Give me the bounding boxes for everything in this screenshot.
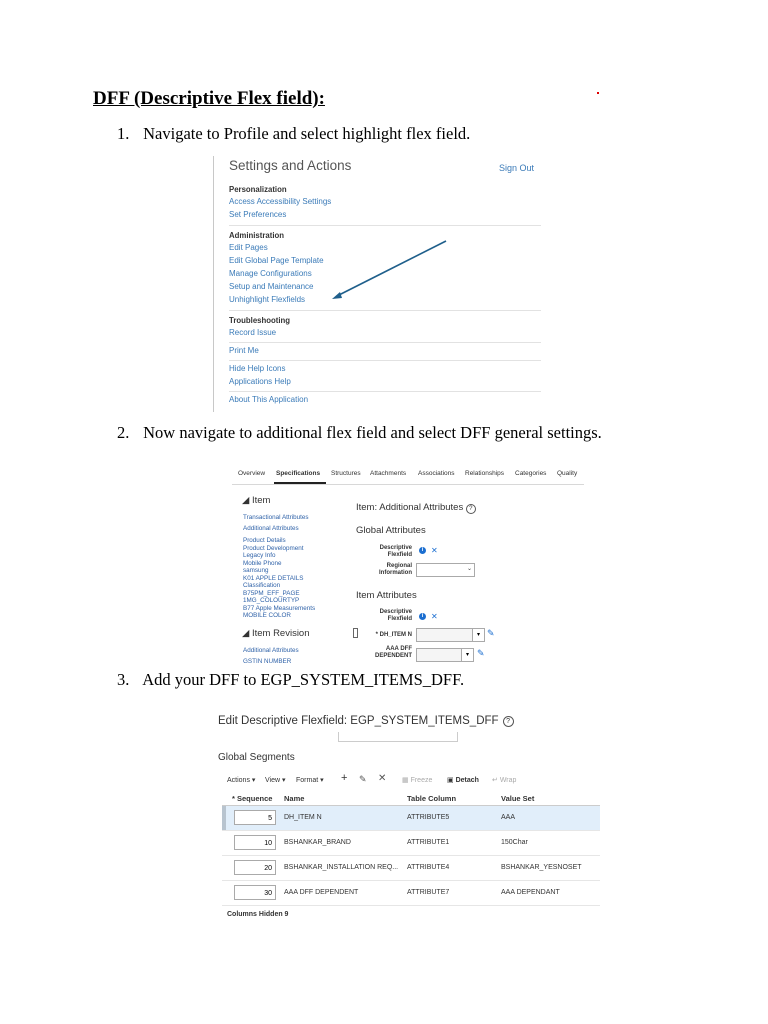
segment-name: DH_ITEM N	[284, 814, 322, 821]
table-row[interactable]	[222, 856, 600, 881]
step-3	[117, 670, 464, 690]
edit-flexfield-screenshot	[212, 710, 600, 930]
info-icon[interactable]: i	[419, 547, 426, 554]
tree-link[interactable]: Additional Attributes	[243, 525, 299, 532]
sequence-input[interactable]: 20	[234, 860, 276, 875]
help-icon[interactable]: ?	[503, 716, 514, 727]
panel-title: Item: Additional Attributes ?	[356, 502, 476, 514]
table-column: ATTRIBUTE7	[407, 889, 450, 896]
print-me-link[interactable]: Print Me	[229, 346, 259, 355]
help-icon[interactable]: ?	[466, 504, 476, 514]
row-divider	[222, 905, 600, 906]
actions-menu[interactable]: Actions ▾	[227, 777, 256, 784]
tab-relationships[interactable]: Relationships	[465, 470, 505, 477]
sequence-input[interactable]: 30	[234, 885, 276, 900]
unhighlight-flexfields-link[interactable]: Unhighlight Flexfields	[229, 295, 306, 304]
step-number: 1.	[117, 124, 130, 143]
column-header-value-set[interactable]: Value Set	[501, 794, 535, 803]
tree-link[interactable]: Additional Attributes	[243, 647, 299, 654]
step-text: Add your DFF to EGP_SYSTEM_ITEMS_DFF.	[142, 670, 465, 689]
tab-attachments[interactable]: Attachments	[370, 470, 407, 477]
tab-associations[interactable]: Associations	[418, 470, 455, 477]
dropdown-button[interactable]: ▾	[461, 648, 474, 662]
edit-flexfield-title: Edit Descriptive Flexfield: EGP_SYSTEM_ITEMS_DFF ?	[218, 715, 514, 727]
administration-header: Administration	[229, 231, 285, 240]
item-specifications-screenshot	[232, 462, 584, 672]
tree-link[interactable]: samsung	[243, 567, 269, 574]
hide-help-icons-link[interactable]: Hide Help Icons	[229, 364, 286, 373]
column-header-name[interactable]: Name	[284, 794, 305, 803]
global-segments-header: Global Segments	[218, 752, 295, 763]
table-row[interactable]	[222, 806, 600, 831]
settings-actions-title: Settings and Actions	[229, 158, 352, 173]
table-column: ATTRIBUTE4	[407, 864, 450, 871]
tree-link[interactable]: Classification	[243, 582, 281, 589]
tree-link[interactable]: MOBILE COLOR	[243, 612, 291, 619]
table-column: ATTRIBUTE5	[407, 814, 450, 821]
tree-link[interactable]: B77 Apple Measurements	[243, 604, 316, 612]
red-dot-mark	[597, 92, 599, 94]
personalization-header: Personalization	[229, 185, 287, 194]
wrap-button[interactable]: ↵ Wrap	[492, 777, 517, 784]
about-application-link[interactable]: About This Application	[229, 395, 309, 404]
step-2	[117, 423, 602, 443]
troubleshooting-header: Troubleshooting	[229, 316, 291, 325]
manage-configurations-link[interactable]: Manage Configurations	[229, 269, 312, 278]
tree-link[interactable]: Legacy Info	[243, 552, 276, 559]
value-set: AAA	[501, 814, 516, 821]
table-column: ATTRIBUTE1	[407, 839, 450, 846]
table-row[interactable]	[222, 881, 600, 906]
delete-icon[interactable]: ✕	[378, 773, 387, 784]
tab-categories[interactable]: Categories	[515, 470, 547, 477]
tree-link[interactable]: B75PM_EFF_PAGE	[243, 589, 300, 597]
applications-help-link[interactable]: Applications Help	[229, 377, 291, 386]
tree-item-label: Item	[251, 495, 271, 506]
value-set: BSHANKAR_YESNOSET	[501, 864, 582, 871]
tree-link[interactable]: K01 APPLE DETAILS	[243, 574, 304, 582]
step-number: 3.	[117, 670, 130, 689]
column-header-sequence[interactable]: * Sequence	[232, 794, 273, 803]
global-attributes-header: Global Attributes	[356, 525, 426, 536]
set-preferences-link[interactable]: Set Preferences	[229, 210, 287, 219]
edit-global-page-template-link[interactable]: Edit Global Page Template	[229, 256, 324, 265]
view-menu[interactable]: View ▾	[265, 777, 286, 784]
step-text: Navigate to Profile and select highlight flex field.	[143, 124, 471, 143]
value-set: 150Char	[501, 839, 528, 846]
tree-link[interactable]: 1MG_COLOURTYP	[243, 597, 300, 604]
aaa-dff-input[interactable]	[416, 648, 462, 662]
tree-link[interactable]: Product Development	[243, 544, 304, 552]
description-field[interactable]	[338, 732, 458, 742]
value-set: AAA DEPENDANT	[501, 889, 560, 896]
tree-link[interactable]: Transactional Attributes	[243, 514, 309, 521]
edit-pages-link[interactable]: Edit Pages	[229, 243, 268, 252]
tab-quality[interactable]: Quality	[557, 470, 578, 477]
detach-button[interactable]: ▣ Detach	[447, 777, 479, 784]
aaa-dff-dependent-label: AAA DFF DEPENDENT	[374, 646, 412, 659]
setup-and-maintenance-link[interactable]: Setup and Maintenance	[229, 282, 314, 291]
edit-pencil-icon[interactable]: ✎	[487, 628, 495, 638]
descriptive-flexfield-label: Descriptive Flexfield	[379, 609, 412, 622]
chevron-down-icon: ⌄	[466, 566, 472, 572]
record-issue-link[interactable]: Record Issue	[229, 328, 277, 337]
tools-icon[interactable]: ✕	[431, 612, 438, 621]
dh-item-input[interactable]	[416, 628, 473, 642]
step-1	[117, 124, 470, 144]
tree-item-header[interactable]: ◢ Item	[242, 495, 271, 506]
tab-overview[interactable]: Overview	[238, 470, 266, 477]
freeze-button[interactable]: ▦ Freeze	[402, 777, 433, 784]
dh-item-label: * DH_ITEM N	[375, 632, 412, 638]
settings-actions-screenshot	[213, 152, 543, 412]
descriptive-flexfield-label: Descriptive Flexfield	[379, 545, 412, 558]
segment-name: BSHANKAR_INSTALLATION REQ...	[284, 864, 399, 871]
format-menu[interactable]: Format ▾	[296, 777, 324, 784]
pointer-arrow-icon	[213, 152, 543, 412]
table-row[interactable]	[222, 831, 600, 856]
tools-icon[interactable]: ✕	[431, 546, 438, 555]
dropdown-button[interactable]: ▾	[472, 628, 485, 642]
tab-structures[interactable]: Structures	[331, 470, 361, 477]
tree-item-revision-header[interactable]: ◢ Item Revision	[242, 628, 310, 639]
regional-information-select[interactable]	[416, 563, 475, 577]
columns-hidden-status: Columns Hidden 9	[227, 911, 289, 918]
step-number: 2.	[117, 423, 130, 442]
sequence-input[interactable]: 10	[234, 835, 276, 850]
edit-pencil-icon[interactable]: ✎	[359, 774, 367, 784]
add-icon[interactable]: +	[341, 772, 348, 784]
item-attributes-header: Item Attributes	[356, 590, 417, 601]
sequence-input[interactable]: 5	[234, 810, 276, 825]
document-heading: DFF (Descriptive Flex field):	[93, 88, 325, 109]
column-header-table-column[interactable]: Table Column	[407, 794, 457, 803]
sign-out-link[interactable]: Sign Out	[499, 163, 535, 173]
tree-link[interactable]: Mobile Phone	[243, 559, 282, 567]
step-text: Now navigate to additional flex field and select DFF general settings.	[143, 423, 602, 442]
info-icon[interactable]: i	[419, 613, 426, 620]
tree-revision-label: Item Revision	[251, 628, 310, 639]
tree-link[interactable]: Product Details	[243, 537, 286, 544]
selection-marker	[222, 806, 226, 831]
edit-pencil-icon[interactable]: ✎	[477, 648, 485, 658]
regional-information-label: Regional Information	[379, 563, 412, 576]
tree-link[interactable]: GSTIN NUMBER	[243, 658, 292, 665]
segment-name: BSHANKAR_BRAND	[284, 839, 351, 846]
access-accessibility-settings-link[interactable]: Access Accessibility Settings	[229, 197, 332, 206]
tab-baseline	[232, 484, 584, 485]
tab-specifications[interactable]: Specifications	[276, 470, 321, 477]
segment-name: AAA DFF DEPENDENT	[284, 889, 359, 896]
